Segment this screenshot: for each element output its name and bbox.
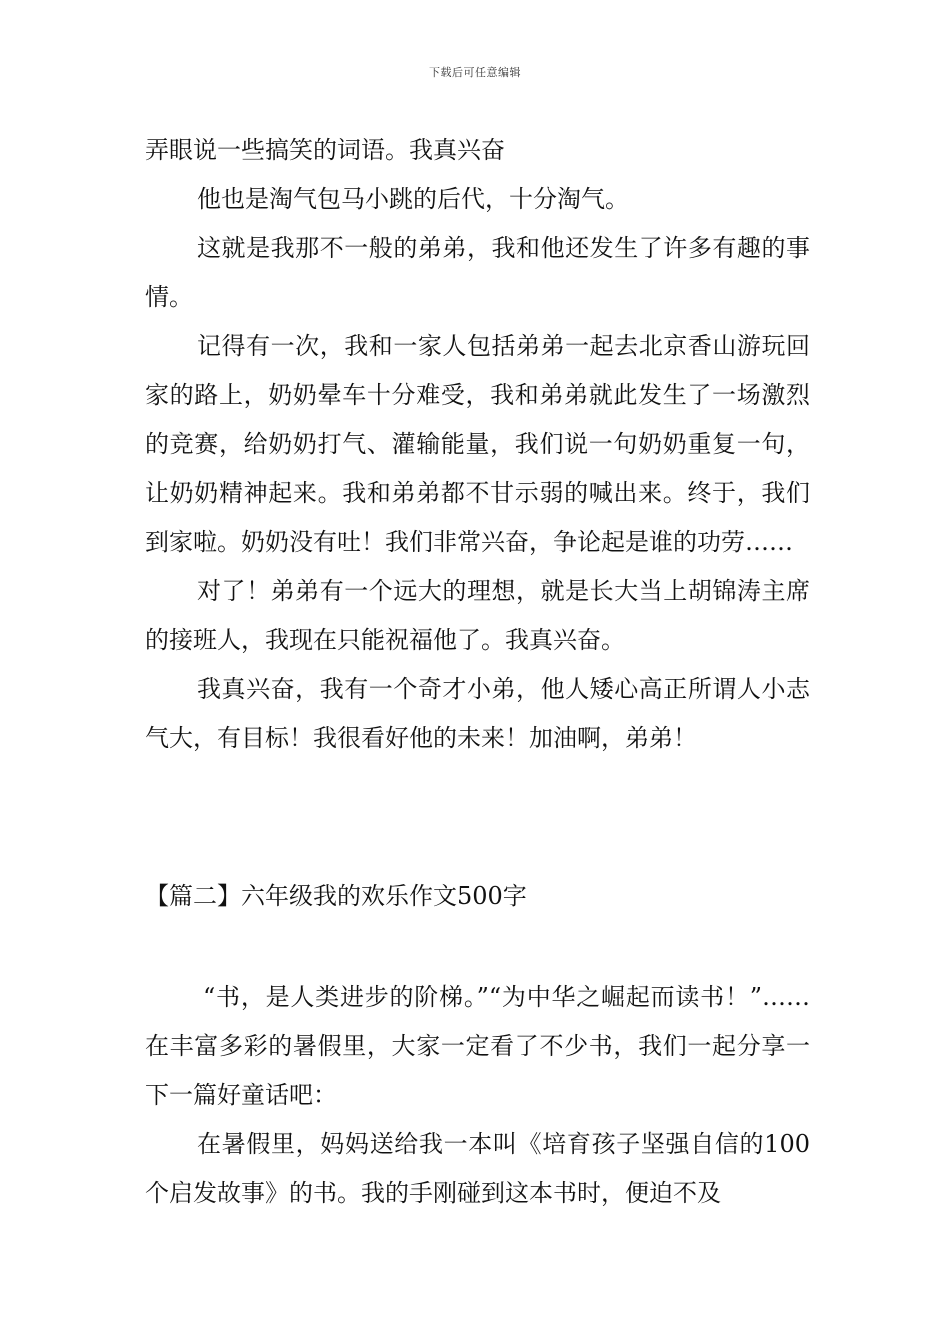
paragraph: 在暑假里，妈妈送给我一本叫《培育孩子坚强自信的100个启发故事》的书。我的手刚碰到这本书时，便迫不及 — [145, 1130, 810, 1207]
paragraph: 这就是我那不一般的弟弟，我和他还发生了许多有趣的事情。 — [145, 234, 810, 311]
body-text-part-2 — [145, 973, 810, 1218]
paragraph: 弄眼说一些搞笑的词语。我真兴奋 — [145, 136, 505, 164]
paragraph: 记得有一次，我和一家人包括弟弟一起去北京香山游玩回家的路上，奶奶晕车十分难受，我和弟弟就此发生了一场激烈的竞赛，给奶奶打气、灌输能量，我们说一句奶奶重复一句，让奶奶精神起来。我和弟弟都不甘示弱的喊出来。终于，我们到家啦。奶奶没有吐！我们非常兴奋，争论起是谁的功劳…… — [145, 332, 810, 556]
page-header: 下载后可任意编辑 — [429, 66, 521, 79]
paragraph: 对了！弟弟有一个远大的理想，就是长大当上胡锦涛主席的接班人，我现在只能祝福他了。我真兴奋。 — [145, 577, 810, 654]
paragraph: “书，是人类进步的阶梯。”“为中华之崛起而读书！”……在丰富多彩的暑假里，大家一定看了不少书，我们一起分享一下一篇好童话吧： — [145, 983, 810, 1109]
section-title: 【篇二】六年级我的欢乐作文500字 — [145, 882, 527, 910]
paragraph: 我真兴奋，我有一个奇才小弟，他人矮心高正所谓人小志气大，有目标！我很看好他的未来！加油啊，弟弟！ — [145, 675, 810, 752]
paragraph: 他也是淘气包马小跳的后代，十分淘气。 — [197, 185, 629, 213]
body-text-part-1 — [145, 126, 810, 763]
